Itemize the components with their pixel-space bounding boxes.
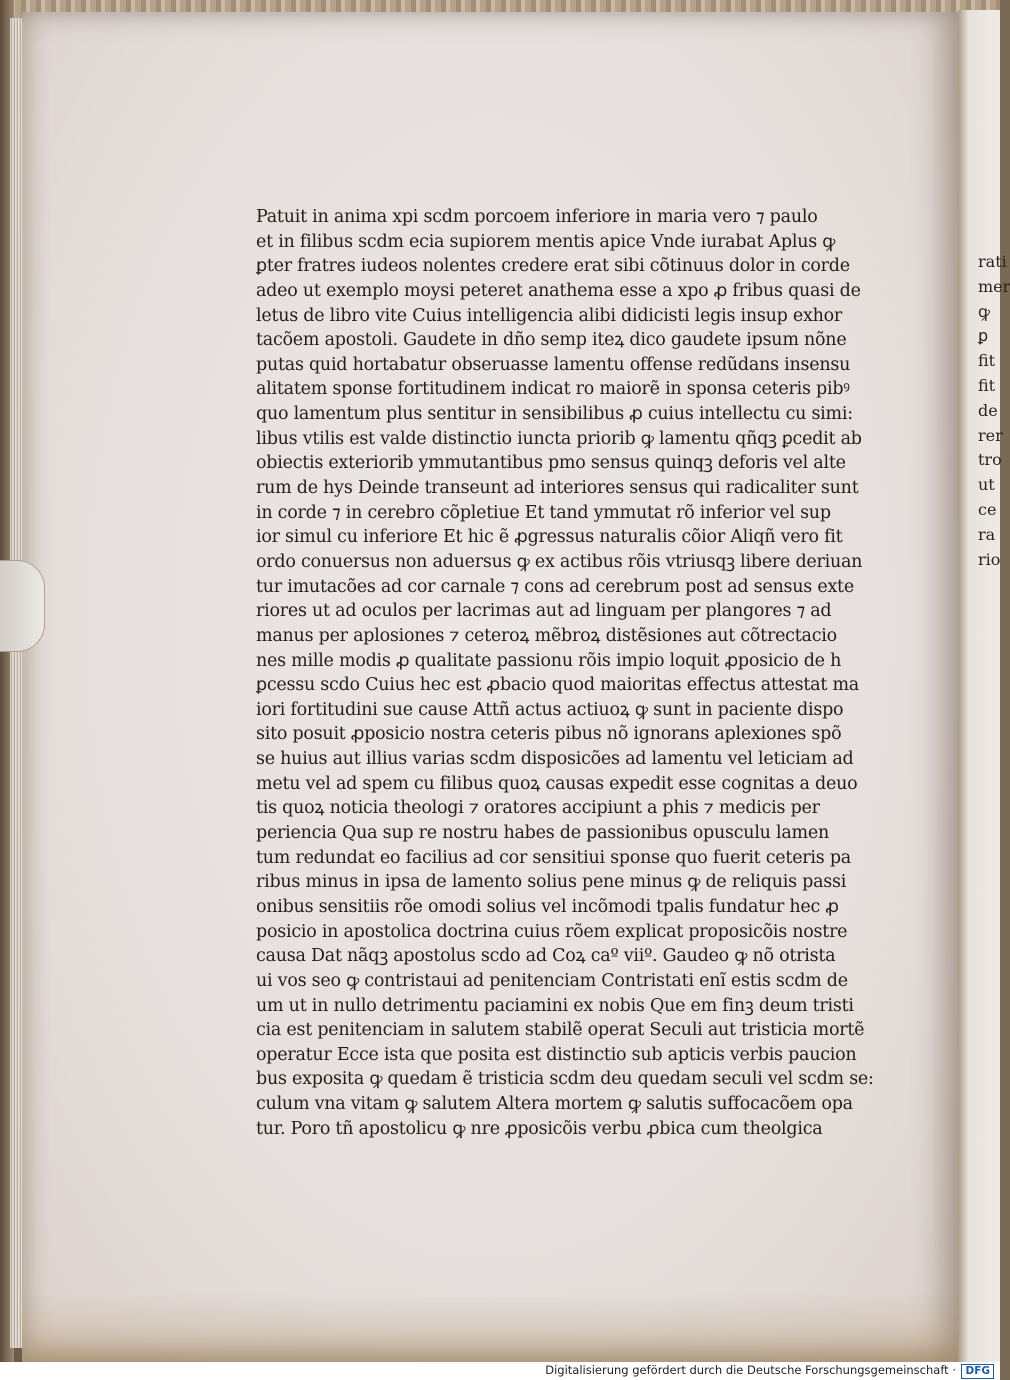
text-line: tis quoꝝ noticia theologi ⁊ oratores accipiunt a phis ⁊ medicis per (256, 798, 820, 819)
text-line: ui vos seo ꝙ contristaui ad penitenciam Contristati enĩ estis scdm de (256, 970, 848, 991)
margin-line: ut (978, 475, 995, 495)
text-line: tum redundat eo facilius ad cor sensitiui sponse quo fuerit ceteris pa (256, 847, 851, 868)
text-line: in corde ⁊ in cerebro cõpletiue Et tand ymmutat rõ inferior vel sup (256, 502, 831, 523)
text-line: riores ut ad oculos per lacrimas aut ad linguam per plangores ⁊ ad (256, 601, 832, 622)
text-line: ior simul cu inferiore Et hic ẽ ꝓgressus naturalis cõior Aliqñ vero fit (256, 527, 843, 548)
book-clasp (0, 560, 45, 652)
text-line: causa Dat nãqꝫ apostolus scdo ad Coꝝ caº viiº. Gaudeo ꝙ nõ otrista (256, 946, 836, 967)
margin-line: rer (978, 425, 1003, 445)
funding-notice: Digitalisierung gefördert durch die Deutsche Forschungsgemeinschaft · (545, 1363, 956, 1377)
text-line: iori fortitudini sue cause Attñ actus actiuoꝝ ꝙ sunt in paciente dispo (256, 699, 844, 720)
text-line: um ut in nullo detrimentu paciamini ex nobis Que em finꝫ deum tristi (256, 995, 854, 1016)
text-line: posicio in apostolica doctrina cuius rõem explicat proposicõis nostre (256, 921, 848, 942)
text-line: bus exposita ꝙ quedam ẽ tristicia scdm deu quedam seculi vel scdm se: (256, 1069, 874, 1090)
margin-line: ra (978, 524, 996, 544)
margin-line: fit (978, 375, 996, 395)
margin-line: tro (978, 450, 1002, 470)
margin-line: rati (978, 252, 1007, 271)
text-line: sito posuit ꝓposicio nostra ceteris pibus nõ ignorans aplexiones spõ (256, 724, 842, 745)
text-line: adeo ut exemplo moysi peteret anathema esse a xpo ꝓ fribus quasi de (256, 280, 861, 301)
text-line: culum vna vitam ꝙ salutem Altera mortem ꝙ salutis suffocacõem opa (256, 1094, 853, 1115)
text-line: cia est penitenciam in salutem stabilẽ operat Seculi aut tristicia mortẽ (256, 1020, 865, 1041)
dfg-logo: DFG (961, 1364, 994, 1379)
text-line: manus per aplosiones ⁊ ceteroꝝ mẽbroꝝ distẽsiones aut cõtrectacio (256, 625, 837, 646)
text-line: periencia Qua sup re nostru habes de passionibus opusculu lamen (256, 823, 830, 844)
text-line: operatur Ecce ista que posita est distinctio sub apticis verbis paucion (256, 1044, 857, 1065)
text-line: nes mille modis ꝓ qualitate passionu rõis impio loquit ꝓposicio de h (256, 650, 842, 671)
text-line: ꝑter fratres iudeos nolentes credere erat sibi cõtinuus dolor in corde (256, 256, 850, 277)
text-line: obiectis exteriorib ymmutantibus pmo sensus quinqꝫ deforis vel alte (256, 453, 846, 474)
text-line: quo lamentum plus sentitur in sensibilibus ꝓ cuius intellectu cu simi: (256, 404, 853, 425)
text-line: ribus minus in ipsa de lamento solius pene minus ꝙ de reliquis passi (256, 872, 847, 893)
margin-line: ce (978, 499, 997, 519)
margin-line: de (978, 400, 998, 420)
text-line: putas quid hortabatur obseruasse lamentu offense redũdans insensu (256, 354, 851, 375)
text-line: ꝑcessu scdo Cuius hec est ꝓbacio quod maioritas effectus attestat ma (256, 675, 859, 696)
text-line: se huius aut illius varias scdm disposicões ad lamentu vel leticiam ad (256, 749, 854, 770)
margin-line: ꝑ (978, 326, 989, 346)
text-line: tur. Poro tñ apostolicu ꝙ nre ꝓposicõis verbu ꝓbica cum theolgica (256, 1118, 823, 1139)
margin-line: rio (978, 549, 1001, 569)
text-line: Patuit in anima xpi scdm porcoem inferiore in maria vero ⁊ paulo (256, 207, 818, 227)
text-line: ordo conuersus non aduersus ꝙ ex actibus rõis vtriusqꝫ libere deriuan (256, 551, 863, 572)
text-line: tur imutacões ad cor carnale ⁊ cons ad cerebrum post ad sensus exte (256, 576, 854, 597)
text-line: letus de libro vite Cuius intelligencia alibi didicisti legis insup exhor (256, 305, 843, 326)
text-line: tacõem apostoli. Gaudete in dño semp iteꝝ dico gaudete ipsum nõne (256, 330, 847, 351)
footer-bar (0, 1362, 1000, 1380)
margin-line: mer (978, 276, 1010, 296)
page-stain (22, 1292, 958, 1362)
margin-line: fit (978, 351, 996, 371)
text-line: libus vtilis est valde distinctio iuncta priorib ꝙ lamentu qñqꝫ ꝑcedit ab (256, 428, 862, 449)
facing-page-edge (958, 10, 1010, 1362)
text-line: metu vel ad spem cu filibus quoꝝ causas expedit esse cognitas a deuo (256, 773, 858, 794)
text-line: alitatem sponse fortitudinem indicat ro maiorẽ in sponsa ceteris pibꝰ (256, 379, 850, 400)
margin-line: ꝙ (978, 301, 991, 321)
text-line: rum de hys Deinde transeunt ad interiores sensus qui radicaliter sunt (256, 478, 859, 499)
text-line: onibus sensitiis rõe omodi solius vel incõmodi tpalis fundatur hec ꝓ (256, 896, 839, 917)
facing-page-margin-text (978, 250, 1010, 572)
main-text-block (256, 205, 874, 1141)
text-line: et in filibus scdm ecia supiorem mentis apice Vnde iurabat Aplus ꝙ (256, 231, 836, 252)
